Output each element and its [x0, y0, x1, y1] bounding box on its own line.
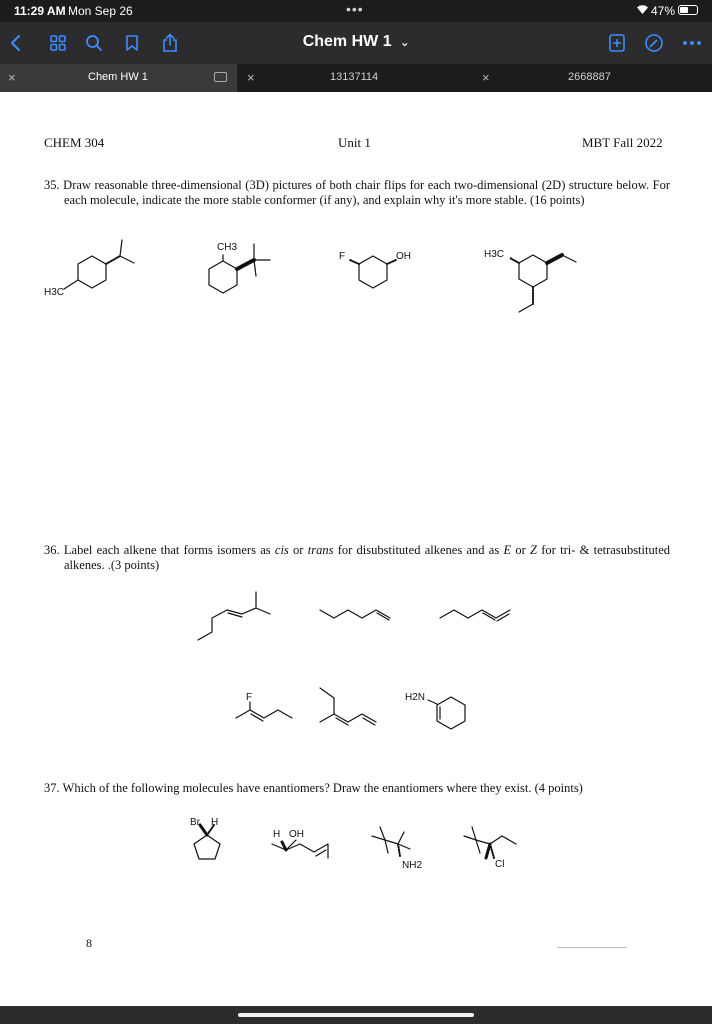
label-nh2: NH2 [402, 860, 423, 871]
q36-alkene-3 [440, 610, 510, 621]
q37-molecule-3 [372, 827, 410, 856]
status-date: Mon Sep 26 [68, 4, 133, 18]
pdf-page[interactable] [0, 92, 712, 1006]
question-37: 37. Which of the following molecules have enantiomers? Draw the enantiomers where they exist. (4 points) [44, 781, 583, 795]
label-h2n: H2N [405, 692, 426, 703]
q37-molecule-2 [272, 840, 328, 858]
close-tab-icon[interactable]: × [482, 70, 490, 85]
close-tab-icon[interactable]: × [247, 70, 255, 85]
document-title: Chem HW 1 [302, 33, 392, 50]
q36-alkene-2 [320, 610, 390, 620]
label-br: Br [190, 817, 200, 828]
home-indicator[interactable] [238, 1013, 474, 1017]
tab-label: 2668887 [568, 71, 611, 83]
label-h3c: H3C [484, 249, 505, 260]
status-time: 11:29 AM [14, 4, 66, 18]
label-f: F [246, 692, 253, 703]
tab-chem-hw-1[interactable] [0, 64, 237, 92]
markup-button[interactable] [642, 31, 666, 55]
label-f: F [339, 251, 346, 262]
q35-molecule-4 [510, 255, 576, 312]
label-ch3: CH3 [217, 242, 238, 253]
question-35: 35. Draw reasonable three-dimensional (3D) pictures of both chair flips for each two-dimensional (2D) structure below. For each molecule, indicate the more stable conformer (if any), and explain why it's more stable. (16 points) [44, 178, 670, 207]
label-h3c: H3C [44, 287, 65, 298]
close-tab-icon[interactable]: × [8, 70, 16, 85]
q37-molecule-4 [464, 827, 516, 858]
score-line [557, 947, 627, 948]
more-icon [682, 40, 702, 46]
label-h: H [211, 817, 219, 828]
wifi-icon [636, 4, 649, 18]
add-page-button[interactable] [605, 31, 629, 55]
q36-alkene-1 [198, 592, 270, 640]
q36-alkene-5 [320, 688, 376, 725]
q37-molecule-1 [194, 825, 220, 859]
term-label: MBT Fall 2022 [582, 135, 663, 150]
add-document-icon [608, 33, 626, 53]
battery-icon [678, 5, 698, 15]
app-toolbar [0, 22, 712, 64]
structure-drawings [0, 92, 712, 1006]
multitasking-dots-icon[interactable]: ••• [346, 1, 364, 17]
unit-label: Unit 1 [338, 135, 371, 150]
label-oh: OH [396, 251, 411, 262]
tab-label: Chem HW 1 [88, 71, 148, 83]
q36-alkene-4 [236, 702, 292, 721]
split-view-icon[interactable] [214, 72, 227, 82]
chevron-down-icon: ⌄ [400, 37, 410, 49]
q35-molecule-3 [350, 256, 396, 288]
label-h: H [273, 829, 281, 840]
pencil-circle-icon [644, 33, 664, 53]
tab-label: 13137114 [330, 71, 379, 83]
tab-2668887[interactable] [474, 64, 712, 92]
question-36: 36. Label each alkene that forms isomers as cis or trans for disubstituted alkenes and as E or Z for tri- & tetrasubstituted alkenes. .(3 points) [44, 543, 670, 572]
label-oh: OH [289, 829, 304, 840]
battery-percent: 47% [651, 4, 676, 18]
status-bar [0, 0, 712, 22]
document-tab-bar [0, 64, 712, 92]
page-number: 8 [86, 936, 92, 950]
label-cl: Cl [495, 859, 505, 870]
more-button[interactable] [680, 31, 704, 55]
q36-alkene-6 [428, 697, 465, 729]
course-code: CHEM 304 [44, 135, 105, 150]
tab-13137114[interactable] [237, 64, 474, 92]
q35-molecule-1 [64, 240, 134, 289]
